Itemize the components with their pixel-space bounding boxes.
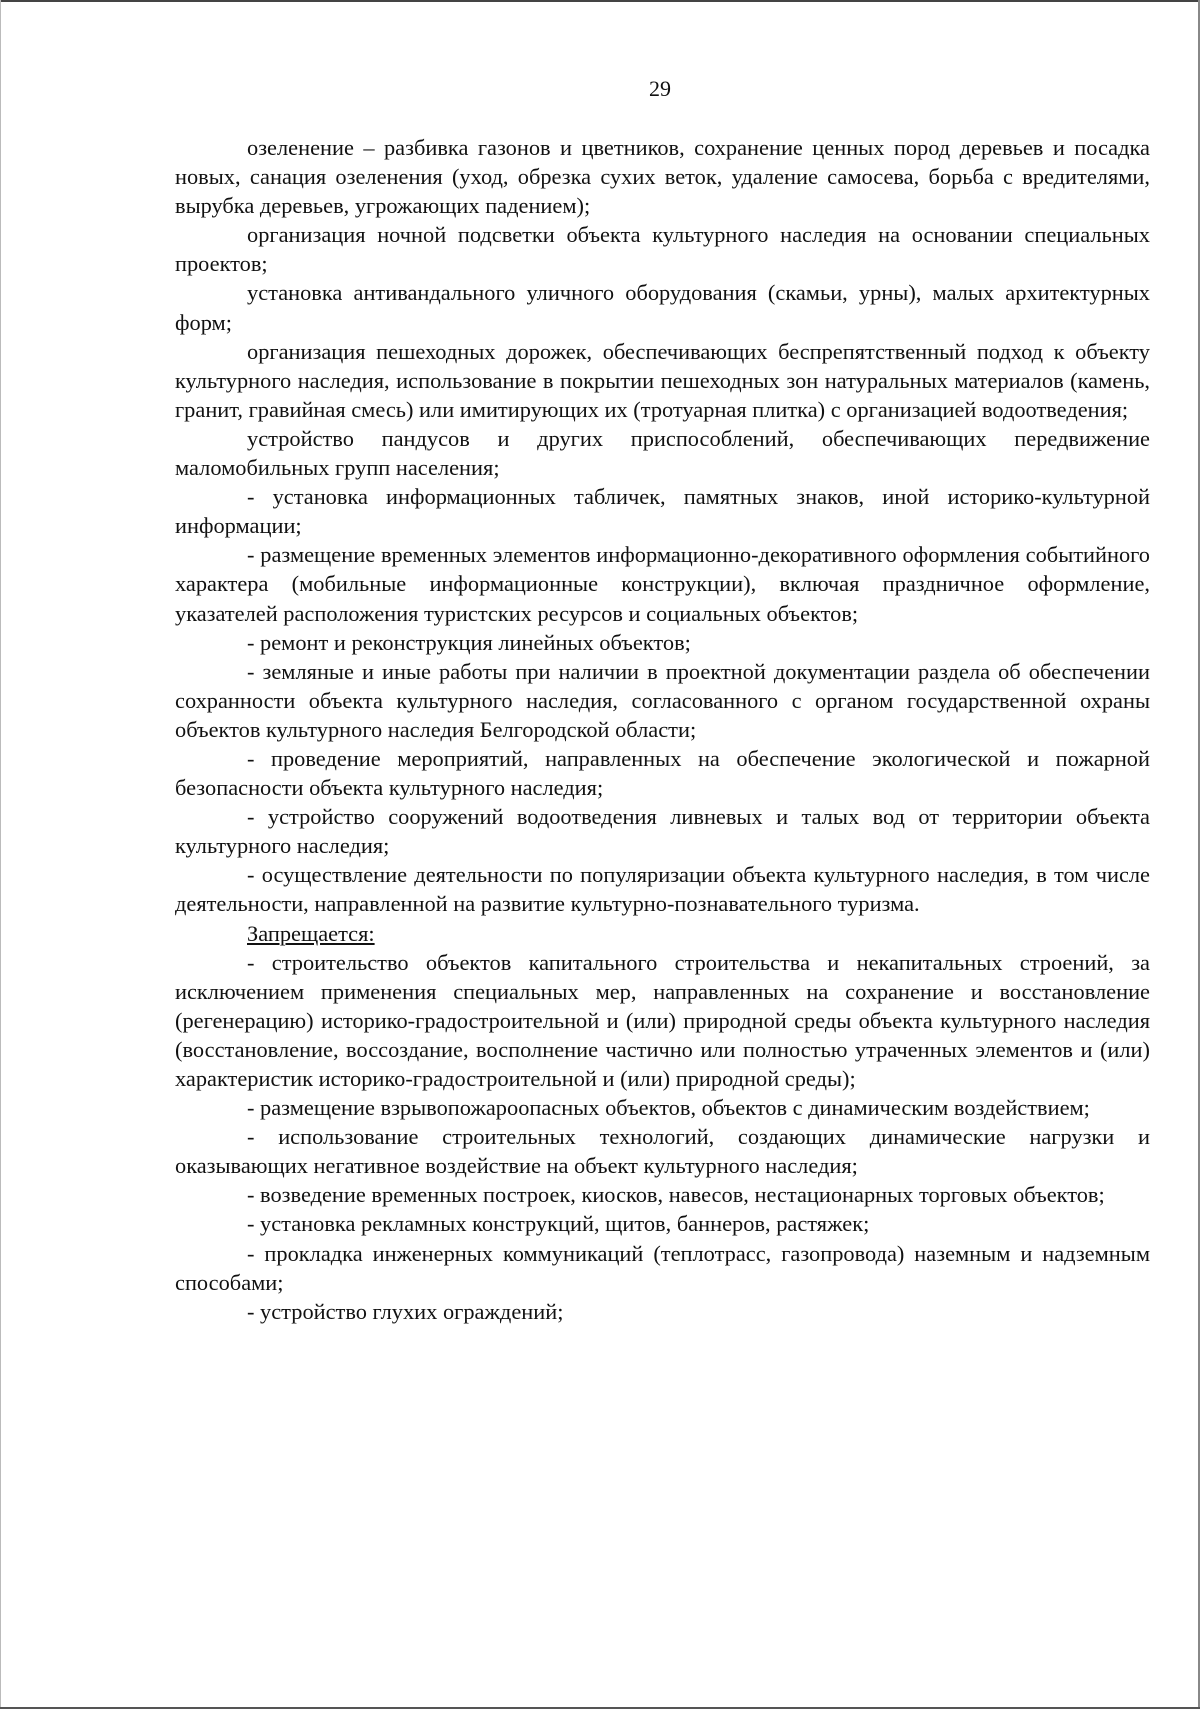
prohibited-item: - размещение взрывопожароопасных объектов, объектов с динамическим воздействием; [247, 1095, 1090, 1121]
scan-edge-top [0, 0, 1200, 2]
prohibited-item: - использование строительных технологий, создающих динамические нагрузки и оказывающих негативное воздействие на объект культурного наследия; [175, 1124, 1150, 1179]
paragraph: - земляные и иные работы при наличии в проектной документации раздела об обеспечении сохранности объекта культурного наследия, согласованного с органом государственной охраны объектов культурного наследия Белгородской области; [175, 658, 1150, 742]
paragraph: - установка информационных табличек, памятных знаков, иной историко-культурной информации; [175, 484, 1150, 539]
prohibited-item: - возведение временных построек, киосков, навесов, нестационарных торговых объектов; [247, 1182, 1105, 1208]
paragraph: организация ночной подсветки объекта культурного наследия на основании специальных проектов; [175, 222, 1150, 277]
paragraph: организация пешеходных дорожек, обеспечивающих беспрепятственный подход к объекту культурного наследия, использование в покрытии пешеходных зон натуральных материалов (камень, гранит, гравийная смесь) или имитирующих их (тротуарная плитка) с организацией водоотведения; [175, 338, 1150, 422]
paragraph: установка антивандального уличного оборудования (скамьи, урны), малых архитектурных форм; [175, 280, 1150, 335]
page-number: 29 [649, 76, 671, 101]
prohibited-heading-paragraph [175, 919, 1150, 948]
prohibited-item: - устройство глухих ограждений; [247, 1298, 564, 1324]
prohibited-item: - установка рекламных конструкций, щитов, баннеров, растяжек; [247, 1211, 870, 1237]
prohibited-item: - строительство объектов капитального строительства и некапитальных строений, за исключением применения специальных мер, направленных на сохранение и восстановление (регенерацию) историко-градостроительной и (или) природной среды объекта культурного наследия (восстановление, воссоздание, восполнение частично или полностью утраченных элементов и (или) характеристик историко-градостроительной и (или) природной среды); [175, 949, 1150, 1091]
scan-edge-left [0, 0, 1, 1709]
paragraph: устройство пандусов и других приспособлений, обеспечивающих передвижение маломобильных групп населения; [175, 425, 1150, 481]
paragraph: - устройство сооружений водоотведения ливневых и талых вод от территории объекта культурного наследия; [175, 804, 1150, 859]
paragraph: - осуществление деятельности по популяризации объекта культурного наследия, в том числе деятельности, направленной на развитие культурно-познавательного туризма. [175, 862, 1150, 917]
prohibited-item: - прокладка инженерных коммуникаций (теплотрасс, газопровода) наземным и надземным способами; [175, 1240, 1150, 1295]
paragraph: - размещение временных элементов информационно-декоративного оформления событийного характера (мобильные информационные конструкции), включая праздничное оформление, указателей расположения туристских ресурсов и социальных объектов; [175, 542, 1150, 626]
prohibited-heading: Запрещается: [247, 920, 375, 946]
document-body [175, 133, 1150, 1326]
paragraph: озеленение – разбивка газонов и цветников, сохранение ценных пород деревьев и посадка новых, санация озеленения (уход, обрезка сухих веток, удаление самосева, борьба с вредителями, вырубка деревьев, угрожающих падением); [175, 135, 1150, 219]
paragraph: - проведение мероприятий, направленных на обеспечение экологической и пожарной безопасности объекта культурного наследия; [175, 745, 1150, 801]
paragraph: - ремонт и реконструкция линейных объектов; [247, 629, 691, 655]
